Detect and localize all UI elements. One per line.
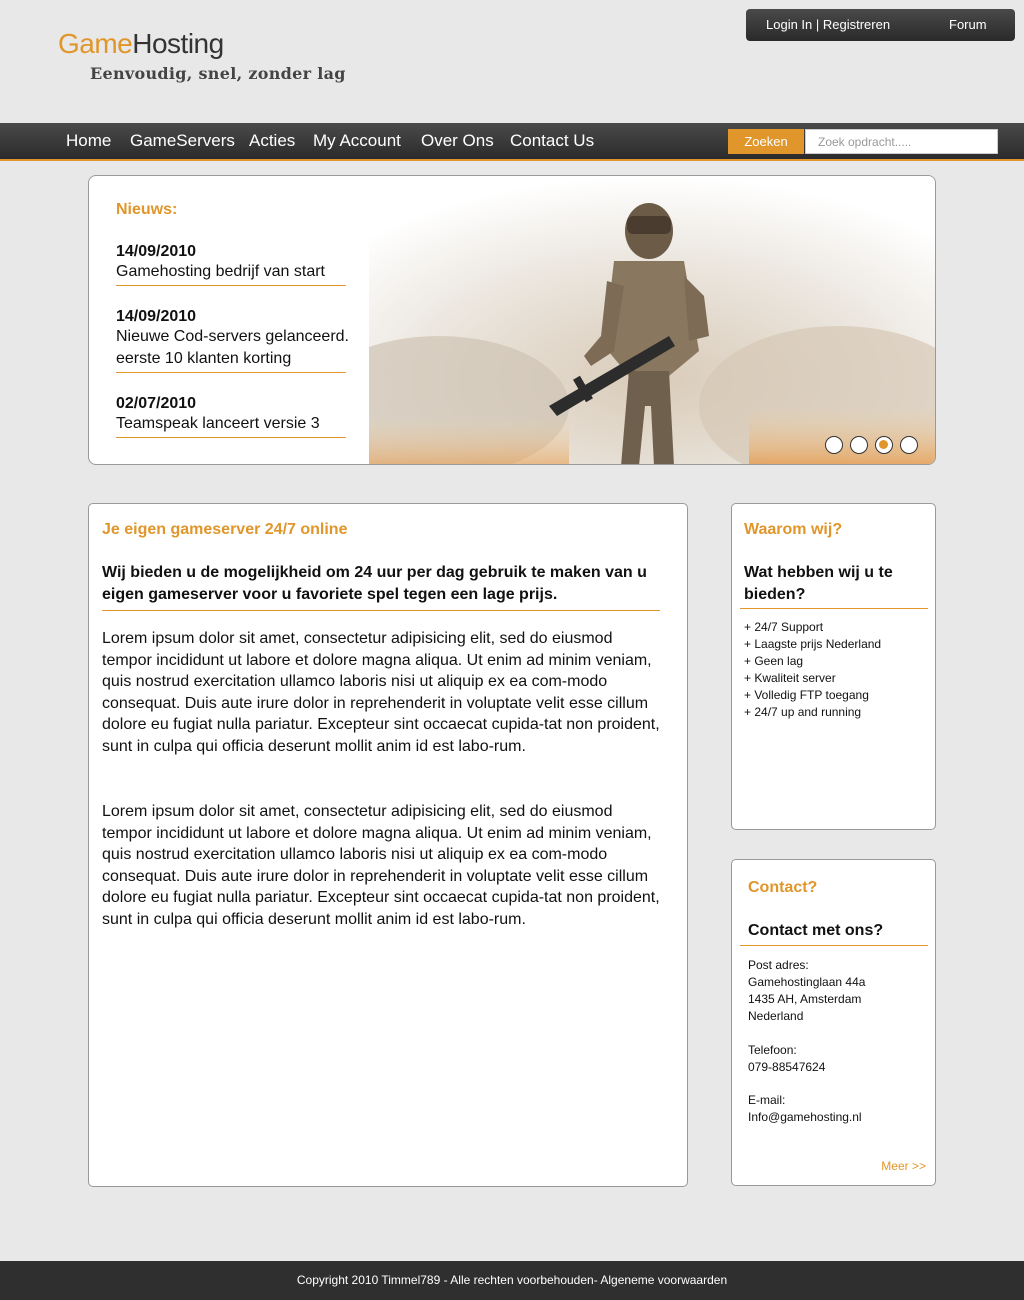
search-input[interactable] [805, 129, 998, 154]
login-register-link[interactable]: Login In | Registreren [766, 17, 891, 32]
contact-panel [731, 859, 936, 1186]
divider [740, 608, 928, 609]
slider-dot[interactable] [875, 436, 893, 454]
news-text: Gamehosting bedrijf van start [116, 263, 325, 280]
divider [740, 945, 928, 946]
news-item[interactable] [116, 243, 346, 286]
footer-text: Copyright 2010 Timmel789 - Alle rechten voorbehouden- Algeneme voorwaarden [296, 1273, 728, 1287]
news-date: 14/09/2010 [116, 308, 197, 325]
logo-hosting: Hosting [132, 28, 224, 59]
why-list [744, 619, 881, 721]
logo-game: Game [58, 28, 133, 59]
tagline: Eenvoudig, snel, zonder lag [90, 64, 346, 83]
email-label: E-mail: [748, 1093, 786, 1107]
list-item: + 24/7 Support [744, 620, 824, 634]
news-text: Teamspeak lanceert versie 3 [116, 415, 320, 432]
list-item: + Geen lag [744, 654, 804, 668]
list-item: + Kwaliteit server [744, 671, 836, 685]
list-item: + 24/7 up and running [744, 705, 862, 719]
news-slider [88, 175, 936, 465]
contact-title: Contact? [748, 879, 818, 896]
why-subtitle: Wat hebben wij u te bieden? [744, 564, 893, 603]
nav-my-account[interactable]: My Account [313, 131, 401, 150]
slider-dot[interactable] [850, 436, 868, 454]
contact-subtitle: Contact met ons? [748, 922, 884, 939]
address-label: Post adres: [748, 958, 809, 972]
phone-value: 079-88547624 [748, 1060, 826, 1074]
main-paragraph: Lorem ipsum dolor sit amet, consectetur adipisicing elit, sed do eiusmod tempor incididunt ut labore et dolore magna aliqua. Ut enim ad minim veniam, quis nostrud exercitation ullamco laboris nisi ut aliquip ex ea com-modo consequat. Duis aute irure dolor in reprehenderit in voluptate velit esse cillum dolore eu fugiat nulla pariatur. Excepteur sint occaecat cupida-tat non proident, sunt in culpa qui officia deserunt mollit anim id est labo-rum. [102, 630, 660, 755]
forum-link[interactable]: Forum [949, 17, 987, 32]
email-link[interactable]: Info@gamehosting.nl [748, 1110, 862, 1124]
slider-dot[interactable] [825, 436, 843, 454]
news-list [116, 201, 436, 460]
news-date: 14/09/2010 [116, 243, 197, 260]
footer [0, 1261, 1024, 1300]
address-line: Gamehostinglaan 44a [748, 975, 866, 989]
why-title: Waarom wij? [744, 521, 843, 538]
news-date: 02/07/2010 [116, 395, 197, 412]
main-content-panel [88, 503, 688, 1187]
nav-contact-us[interactable]: Contact Us [510, 131, 595, 150]
news-text: Nieuwe Cod-servers gelanceerd. eerste 10 klanten korting [116, 328, 349, 367]
main-paragraph: Lorem ipsum dolor sit amet, consectetur adipisicing elit, sed do eiusmod tempor incididunt ut labore et dolore magna aliqua. Ut enim ad minim veniam, quis nostrud exercitation ullamco laboris nisi ut aliquip ex ea com-modo consequat. Duis aute irure dolor in reprehenderit in voluptate velit esse cillum dolore eu fugiat nulla pariatur. Excepteur sint occaecat cupida-tat non proident, sunt in culpa qui officia deserunt mollit anim id est labo-rum. [102, 803, 660, 928]
why-us-panel [731, 503, 936, 830]
list-item: + Volledig FTP toegang [744, 688, 869, 702]
more-link[interactable]: Meer >> [881, 1159, 926, 1173]
news-title: Nieuws: [116, 201, 178, 218]
search-button[interactable]: Zoeken [728, 129, 804, 154]
top-bar [746, 9, 1015, 41]
main-nav [0, 123, 1024, 161]
news-item[interactable] [116, 308, 349, 373]
nav-gameservers[interactable]: GameServers [130, 131, 235, 150]
slider-dot[interactable] [900, 436, 918, 454]
list-item: + Laagste prijs Nederland [744, 637, 882, 651]
nav-over-ons[interactable]: Over Ons [421, 131, 494, 150]
nav-acties[interactable]: Acties [249, 131, 296, 150]
news-item[interactable] [116, 395, 346, 438]
address-line: Nederland [748, 1009, 804, 1023]
nav-home[interactable]: Home [66, 131, 112, 150]
main-title: Je eigen gameserver 24/7 online [102, 521, 348, 538]
contact-details [748, 957, 865, 1126]
address-line: 1435 AH, Amsterdam [748, 992, 862, 1006]
main-lead: Wij bieden u de mogelijkheid om 24 uur per dag gebruik te maken van u eigen gameserver voor u favoriete spel tegen een lage prijs. [102, 562, 660, 611]
site-logo[interactable] [58, 28, 224, 60]
hero-soldier-image [369, 176, 936, 465]
phone-label: Telefoon: [748, 1043, 797, 1057]
